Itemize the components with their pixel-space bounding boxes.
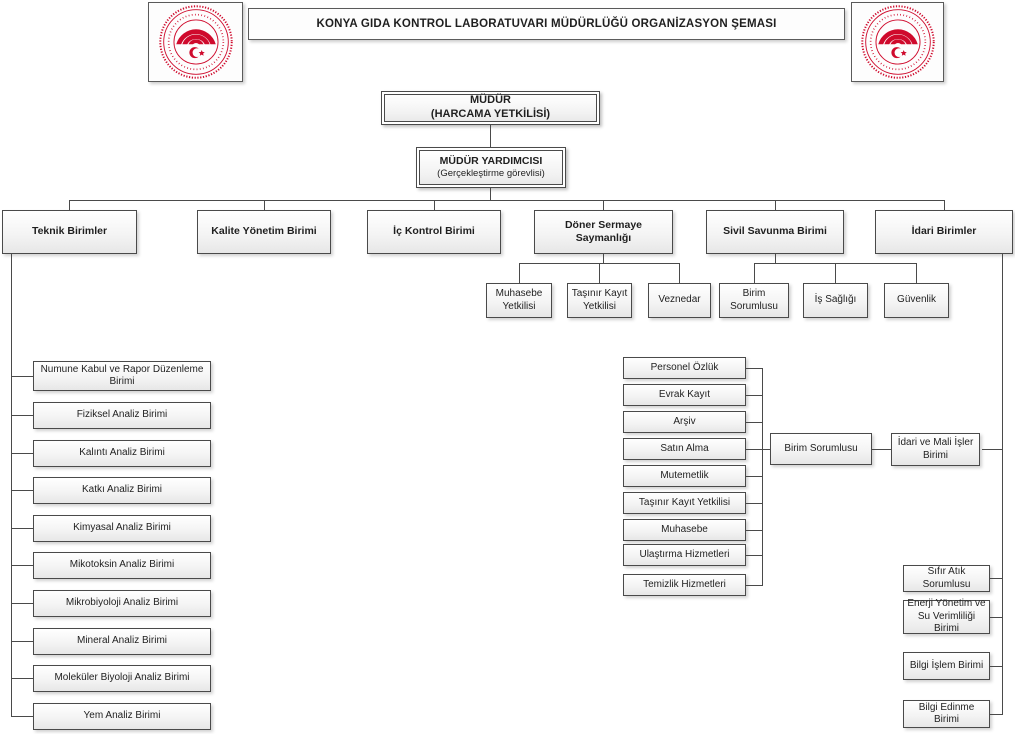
connector-line (916, 263, 917, 283)
connector-line (264, 200, 265, 210)
connector-line (519, 263, 520, 283)
node-idari-birimler: İdari Birimler (875, 210, 1013, 254)
node-numune-kabul-birimi: Numune Kabul ve Rapor Düzenleme Birimi (33, 361, 211, 391)
connector-line (1002, 254, 1003, 715)
node-birim-sorumlusu-sivil: Birim Sorumlusu (719, 283, 789, 318)
node-mikotoksin-analiz-birimi: Mikotoksin Analiz Birimi (33, 552, 211, 579)
connector-line (11, 376, 33, 377)
node-birim-sorumlusu-idari: Birim Sorumlusu (770, 433, 872, 465)
mudur-yardimcisi-subtitle: (Gerçekleştirme görevlisi) (437, 168, 545, 180)
node-molekuler-biyoloji-analiz-birimi: Moleküler Biyoloji Analiz Birimi (33, 665, 211, 692)
connector-line (762, 368, 763, 586)
connector-line (990, 617, 1002, 618)
connector-line (746, 503, 762, 504)
node-mikrobiyoloji-analiz-birimi: Mikrobiyoloji Analiz Birimi (33, 590, 211, 617)
node-guvenlik: Güvenlik (884, 283, 949, 318)
node-ic-kontrol-birimi: İç Kontrol Birimi (367, 210, 501, 254)
node-mudur-yardimcisi (416, 147, 566, 188)
connector-line (754, 263, 755, 283)
node-sifir-atik-sorumlusu: Sıfır Atık Sorumlusu (903, 565, 990, 592)
connector-line (603, 200, 604, 210)
connector-line (11, 528, 33, 529)
node-muhasebe: Muhasebe (623, 519, 746, 541)
connector-line (11, 490, 33, 491)
ministry-emblem-icon (158, 4, 234, 80)
connector-line (11, 415, 33, 416)
connector-line (990, 714, 1002, 715)
connector-line (746, 449, 770, 450)
connector-line (746, 476, 762, 477)
connector-line (746, 422, 762, 423)
connector-line (69, 200, 945, 201)
connector-line (490, 125, 491, 147)
connector-line (679, 263, 680, 283)
mudur-title: MÜDÜR (470, 94, 511, 107)
node-personel-ozluk: Personel Özlük (623, 357, 746, 379)
connector-line (746, 368, 762, 369)
node-kimyasal-analiz-birimi: Kimyasal Analiz Birimi (33, 515, 211, 542)
node-evrak-kayit: Evrak Kayıt (623, 384, 746, 406)
connector-line (11, 565, 33, 566)
node-sivil-savunma-birimi: Sivil Savunma Birimi (706, 210, 844, 254)
node-tasinir-kayit-yetkilisi: Taşınır Kayıt Yetkilisi (567, 283, 632, 318)
connector-line (990, 666, 1002, 667)
node-temizlik-hizmetleri: Temizlik Hizmetleri (623, 574, 746, 596)
connector-line (775, 200, 776, 210)
connector-line (599, 263, 600, 283)
ministry-emblem-icon (860, 4, 936, 80)
connector-line (11, 678, 33, 679)
connector-line (11, 641, 33, 642)
node-mineral-analiz-birimi: Mineral Analiz Birimi (33, 628, 211, 655)
chart-title-banner (248, 8, 845, 40)
node-tasinir-kayit-yetkilisi-idari: Taşınır Kayıt Yetkilisi (623, 492, 746, 514)
connector-line (746, 395, 762, 396)
node-bilgi-edinme-birimi: Bilgi Edinme Birimi (903, 700, 990, 728)
connector-line (746, 530, 762, 531)
node-kalinti-analiz-birimi: Kalıntı Analiz Birimi (33, 440, 211, 467)
node-mutemetlik: Mutemetlik (623, 465, 746, 487)
node-satin-alma: Satın Alma (623, 438, 746, 460)
node-enerji-yonetim-su-verimliligi-birimi: Enerji Yönetim ve Su Verimliliği Birimi (903, 600, 990, 634)
mudur-yardimcisi-title: MÜDÜR YARDIMCISI (439, 155, 543, 167)
node-mudur (381, 91, 600, 125)
ministry-logo-right (851, 2, 944, 82)
connector-line (746, 585, 762, 586)
connector-line (982, 449, 1002, 450)
node-katki-analiz-birimi: Katkı Analiz Birimi (33, 477, 211, 504)
ministry-logo-left (148, 2, 243, 82)
node-doner-sermaye-saymanligi: Döner Sermaye Saymanlığı (534, 210, 673, 254)
node-veznedar: Veznedar (648, 283, 711, 318)
connector-line (746, 555, 762, 556)
connector-line (490, 188, 491, 200)
node-arsiv: Arşiv (623, 411, 746, 433)
chart-title: KONYA GIDA KONTROL LABORATUVARI MÜDÜRLÜĞÜ ORGANİZASYON ŞEMASI (316, 18, 777, 30)
mudur-subtitle: (HARCAMA YETKİLİSİ) (430, 108, 551, 120)
connector-line (69, 200, 70, 210)
node-is-sagligi: İş Sağlığı (803, 283, 868, 318)
connector-line (11, 254, 12, 717)
connector-line (434, 200, 435, 210)
connector-line (11, 603, 33, 604)
connector-line (835, 263, 836, 283)
connector-line (990, 578, 1002, 579)
node-bilgi-islem-birimi: Bilgi İşlem Birimi (903, 652, 990, 680)
node-yem-analiz-birimi: Yem Analiz Birimi (33, 703, 211, 730)
connector-line (944, 200, 945, 210)
connector-line (11, 716, 33, 717)
connector-line (11, 453, 33, 454)
node-idari-ve-mali-isler-birimi: İdari ve Mali İşler Birimi (891, 433, 980, 466)
node-muhasebe-yetkilisi: Muhasebe Yetkilisi (486, 283, 552, 318)
node-teknik-birimler: Teknik Birimler (2, 210, 137, 254)
connector-line (872, 449, 891, 450)
node-fiziksel-analiz-birimi: Fiziksel Analiz Birimi (33, 402, 211, 429)
node-kalite-yonetim-birimi: Kalite Yönetim Birimi (197, 210, 331, 254)
node-ulastirma-hizmetleri: Ulaştırma Hizmetleri (623, 544, 746, 566)
